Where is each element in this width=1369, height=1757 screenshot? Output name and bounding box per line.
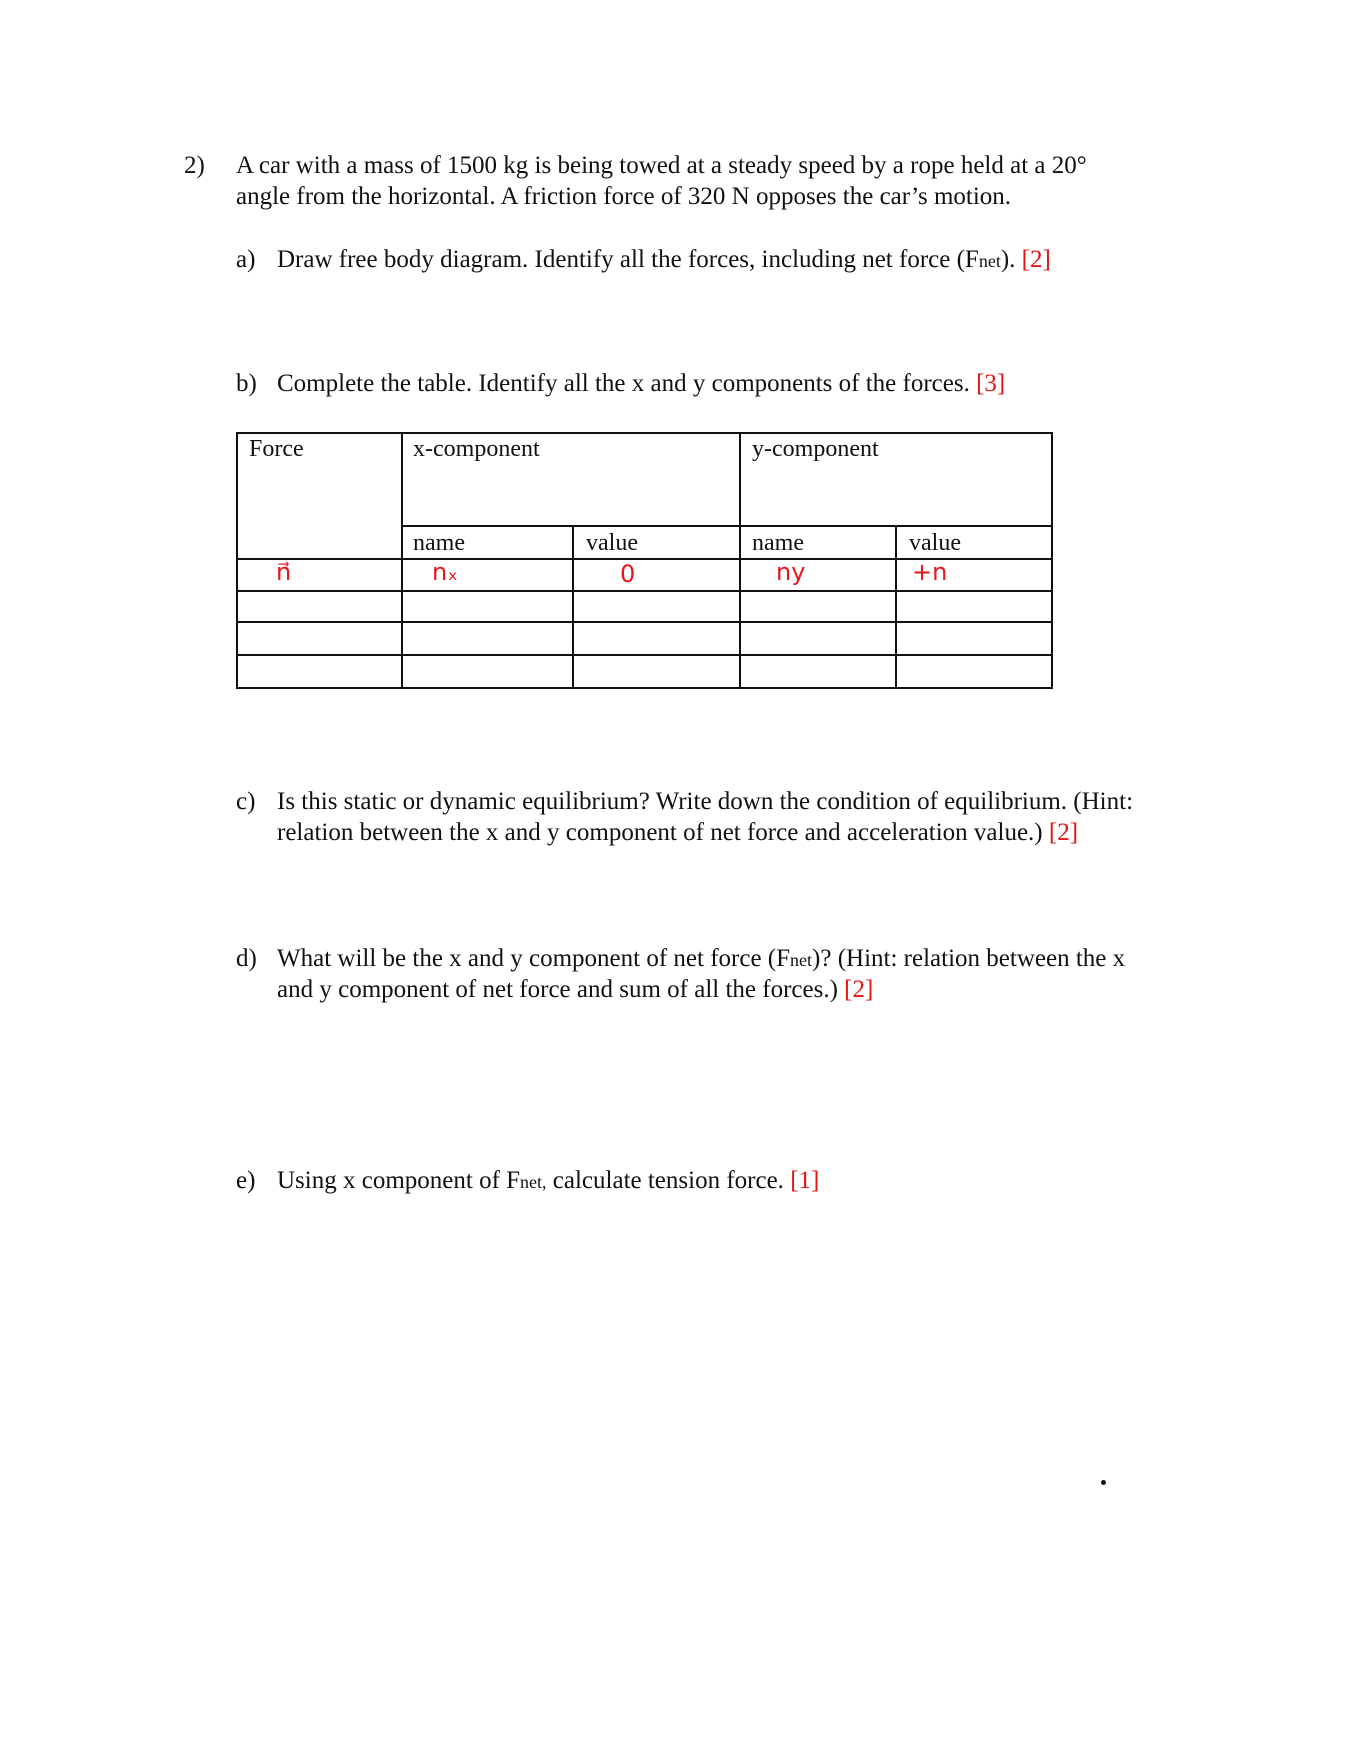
table-row-line-3	[236, 590, 1053, 592]
part-d-label: d)	[236, 945, 257, 972]
part-e-marks: [1]	[790, 1167, 820, 1194]
part-d-line1-b: )? (Hint: relation between the x	[812, 945, 1126, 972]
part-a-label: a)	[236, 246, 256, 273]
part-e-text-a: Using x component of F	[277, 1167, 521, 1194]
part-b-marks: [3]	[976, 370, 1006, 397]
hand-x-name: nₓ	[432, 558, 458, 586]
header-y-value: value	[909, 530, 961, 556]
part-a-prompt: Draw free body diagram. Identify all the forces, including net force (F	[277, 246, 979, 273]
header-y-name: name	[752, 530, 804, 556]
header-y-component: y-component	[752, 436, 879, 462]
part-d-line1	[277, 943, 1125, 976]
question-intro-line1: A car with a mass of 1500 kg is being towed at a steady speed by a rope held at a 20°	[236, 152, 1087, 179]
part-b-label: b)	[236, 370, 257, 397]
part-a-prompt-end: ).	[1000, 246, 1016, 273]
part-d-line2-text: and y component of net force and sum of all the forces.)	[277, 976, 838, 1003]
header-force: Force	[249, 436, 304, 462]
part-c-label: c)	[236, 788, 256, 815]
table-row-line-1	[401, 525, 1053, 527]
part-e-text-b: calculate tension force.	[546, 1167, 784, 1194]
part-d-line1-a: What will be the x and y component of net force (F	[277, 945, 791, 972]
force-components-table	[236, 432, 1053, 689]
part-e-text	[277, 1165, 819, 1198]
part-a-marks: [2]	[1021, 246, 1051, 273]
header-x-name: name	[413, 530, 465, 556]
table-col-line-2	[572, 525, 574, 689]
part-e-label: e)	[236, 1167, 256, 1194]
part-c-line2-text: relation between the x and y component of net force and acceleration value.)	[277, 819, 1043, 846]
hand-force-n-vector: n⃗	[276, 558, 292, 586]
part-c-line2	[277, 817, 1078, 848]
part-d-marks: [2]	[844, 976, 874, 1003]
table-col-line-3	[739, 432, 741, 689]
hand-y-name: ny	[776, 558, 806, 586]
header-x-value: value	[586, 530, 638, 556]
stray-dot	[1101, 1480, 1106, 1485]
header-x-component: x-component	[413, 436, 540, 462]
hand-y-value: +n	[912, 558, 948, 586]
part-d-subscript: net	[790, 950, 813, 970]
part-c-line1: Is this static or dynamic equilibrium? Write down the condition of equilibrium. (Hint:	[277, 788, 1134, 815]
question-intro-line2: angle from the horizontal. A friction force of 320 N opposes the car’s motion.	[236, 183, 1012, 210]
part-c-marks: [2]	[1048, 819, 1079, 846]
part-b-text	[277, 368, 1005, 399]
part-a-subscript: net	[978, 251, 1001, 271]
table-col-line-1	[401, 432, 403, 689]
table-row-line-5	[236, 654, 1053, 656]
table-col-line-4	[895, 525, 897, 689]
part-b-prompt: Complete the table. Identify all the x and y components of the forces.	[277, 370, 970, 397]
hand-x-value: 0	[620, 560, 636, 588]
part-a-text	[277, 244, 1051, 277]
part-d-line2	[277, 974, 873, 1005]
part-e-subscript: net,	[520, 1172, 547, 1192]
question-number: 2)	[184, 152, 205, 179]
table-row-line-4	[236, 621, 1053, 623]
